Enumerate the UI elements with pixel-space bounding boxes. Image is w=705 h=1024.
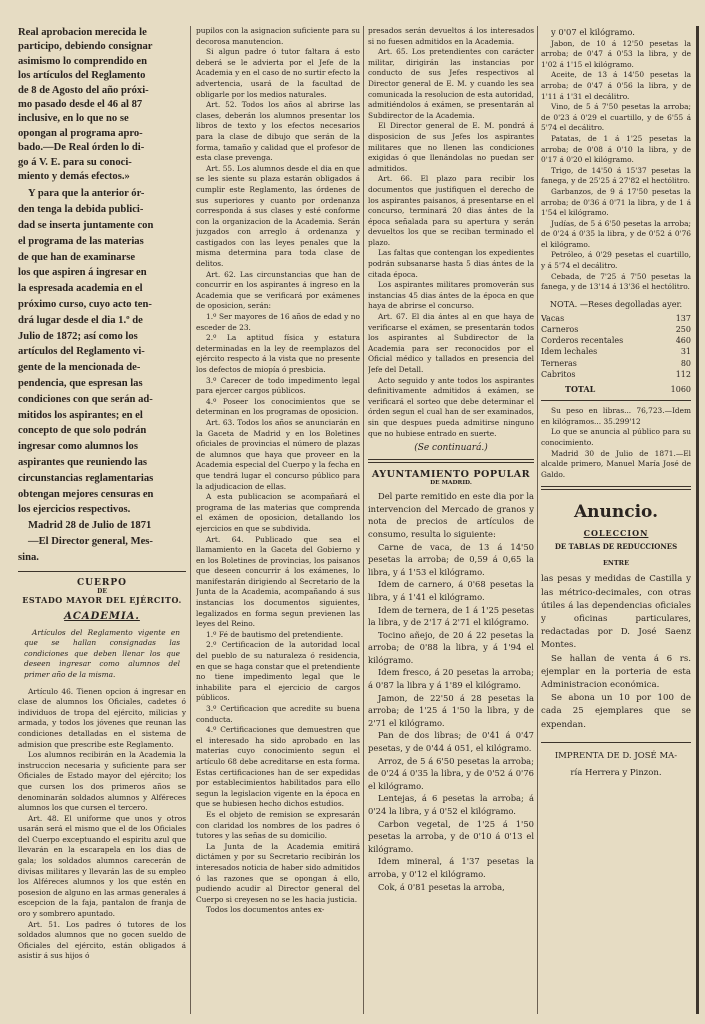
ad-paragraph: Se hallan de venta á 6 rs. ejemplar en la porteria de esta Administracion económica. — [541, 653, 691, 691]
price-paragraph: Idem fresco, á 20 pesetas la arroba; á 0'87 la libra y á 1'89 el kilógramo. — [368, 667, 534, 691]
price-paragraph: Arroz, de 5 á 6'50 pesetas la arroba; de 0'24 á 0'35 la libra, y de 0'52 á 0'76 el kilógramo. — [368, 755, 534, 791]
price-paragraph: Idem de ternera, de 1 á 1'25 pesetas la libra, y de 2'17 á 2'71 el kilógramo. — [368, 604, 534, 628]
price-paragraph: Idem de carnero, á 0'68 pesetas la libra, y á 1'41 el kilógramo. — [368, 579, 534, 602]
article-paragraph: 1.º Ser mayores de 16 años de edad y no esceder de 23. — [196, 312, 360, 332]
price-paragraph: Carbon vegetal, de 1'25 á 1'50 pesetas la arroba, y de 0'10 á 0'13 el kilógramo. — [368, 818, 534, 854]
royal-order-text: Real aprobacion merecida le participo, debiendo consignar asimismo lo comprendido en los artículos del Reglamento de 8 de Agosto del año próxi- mo pasado desde el 46 al 87 inclusive, en lo que no se opongan al programa apro- bado.—De Real órden lo di- go á V. E. para su conoci- miento y demás efectos.» — [18, 27, 153, 183]
date-line: Madrid 28 de Julio de 1871 — [28, 520, 152, 532]
divider — [18, 571, 186, 572]
articles-intro: Artículos del Reglamento vigente en que se hallan consignadas las condiciones que deben llenar los que deseen ingresar como alumnos del primer año de la misma. — [24, 627, 180, 679]
article-paragraph: 2.º Certificacion de la autoridad local del pueblo de su naturaleza ó residencia, en que se haga constar que el pretendiente no tiene impedimento legal que le inhabilite para el ejercicio de cargos públicos. — [196, 640, 360, 703]
total-row: TOTAL 1060 — [565, 384, 691, 395]
section-subheading: DE MADRID. — [430, 480, 472, 487]
price-paragraph: Petróleo, á 0'29 pesetas el cuartillo, y á 5'74 el decálitro. — [541, 250, 691, 271]
column-1: Real aprobacion merecida le participo, debiendo consignar asimismo lo comprendido en los artículos del Reglamento de 8 de Agosto del año próxi- mo pasado desde el 46 al 87 inclusive, en lo que no se opongan al programa apro- bado.—De Real órden lo di- go á V. E. para su conoci- miento y demás efectos.» Y para que la anterior ór- den tenga la debida publici- dad se inserta juntamente con el programa de las materias de que han de examinarse los que aspiren á ingresar en la espresada academia en el próximo curso, cuyo acto ten- drá lugar desde el dia 1.º de Julio de 1872; así como los artículos del Reglamento vi- gente de la mencionada de- pendencia, que espresan las condiciones con que serán ad- mitidos los aspirantes; en el concepto de que solo podrán ingresar como alumnos los aspirantes que reuniendo las circunstancias reglamentarias obtengan mejores censuras en los ejercicios respectivos. Madrid 28 de Julio de 1871 —El Director general, Mes- sina. CUERPO DE ESTADO MAYOR DEL EJÉRCITO. ACADEMIA. Artículos del Reglamento vigente en que se hallan consignadas las condiciones que deben llenar los que deseen ingresar como alumnos del primer año de la misma. Artículo 46. Tienen opcion á ingresar en clase de alumnos los Oficiales, cadetes ó individuos de tropa del ejército, milicias y armada, y todos los jóvenes que reunan las condiciones detalladas en el sistema de admision que prescribe este Reglamento. Los alumnos recibirán en la Academia la instruccion necesaria y suficiente para ser Oficiales de Estado mayor del ejército; los que cursen los dos primeros años se denominarán soldados alumnos y Alféreces alumnos los que cursen el tercero. Art. 48. El uniforme que unos y otros usarán será el mismo que el de los Oficiales del Cuerpo exceptuando el espiritu azul que llevarán en la escarapela en los dias de gala; los soldados alumnos carecerán de divisas militares y llevarán las de su empleo los Alféreces alumnos y los que estén en posesion de alguno en las armas generales á escepcion de la faja, pantalon de franja de oro y sombrero apuntado. Art. 51. Los padres ó tutores de los soldados alumnos que no gocen sueldo de Oficiales del ejército, están obligados á asistir á sus hijos ó — [18, 27, 186, 961]
column-2 — [196, 26, 360, 916]
article-paragraph: El Director general de E. M. pondrá á disposicion de sus Jefes los aspirantes militares que no llenen las condiciones exigidas ó que llenándolas no puedan ser admitidos. — [368, 121, 534, 173]
article-paragraph: 2.º La aptitud física y estatura determinadas en la ley de reemplazos del ejército respecto á la vista que no presente los defectos de miopía ó presbicia. — [196, 333, 360, 374]
page-edge-rule — [696, 26, 699, 1014]
column-rule — [190, 26, 191, 1014]
article-paragraph: presados serán devueltos á los interesados si no fuesen admitidos en la Academia. — [368, 26, 534, 46]
weight-paragraph: Su peso en libras... 76,723.—Idem en kilógramos... 35.299'12 — [541, 406, 691, 426]
price-paragraph: Cok, á 0'81 pesetas la arroba, — [378, 881, 505, 892]
tablas-heading: DE TABLAS DE REDUCCIONES — [554, 542, 678, 552]
coleccion-heading: COLECCION — [583, 528, 649, 539]
notice-paragraph: Lo que se anuncia al público para su conocimiento. — [541, 427, 691, 448]
article-paragraph: Art. 48. El uniforme que unos y otros usarán será el mismo que el de los Oficiales del Cuerpo exceptuando el espiritu azul que llevarán en la escarapela en los dias de gala; los soldados alumnos carecerán de divisas militares y llevarán las de su empleo los Alféreces alumnos y los que estén en posesion de alguno en las armas generales á escepcion de la faja, pantalon de franja de oro y sombrero apuntado. — [18, 813, 186, 919]
double-divider — [541, 486, 691, 490]
article-paragraph: Art. 64. Publicado que sea el llamamiento en la Gaceta del Gobierno y en los Boletines de provincias, los paisanos que deseen concurrir á los exámenes, lo manifestarán dirigiendo al Secretario de la Junta de la Academia, acompañando á sus instancias los documentos siguientes, legalizados en forma segun previenen las leyes del Reino. — [196, 534, 360, 629]
publication-paragraph: Y para que la anterior ór- den tenga la debida publici- dad se inserta juntamente con el programa de las materias de que han de examinarse los que aspiren á ingresar en la espresada academia en el próximo curso, cuyo acto ten- drá lugar desde el dia 1.º de Julio de 1872; así como los artículos del Reglamento vi- gente de la mencionada de- pendencia, que espresan las condiciones con que serán ad- mitidos los aspirantes; en el concepto de que solo podrán ingresar como alumnos los aspirantes que reuniendo las circunstancias reglamentarias obtengan mejores censuras en los ejercicios respectivos. Madrid 28 de Julio de 1871 —El Director general, Mes- sina. — [18, 186, 186, 565]
signature-line: —El Director general, Mes- — [28, 536, 153, 547]
ad-paragraph: Se abona un 10 por 100 de cada 25 ejemplares que se expendan. — [541, 693, 691, 730]
column-rule — [537, 26, 538, 1014]
signature-paragraph: Madrid 30 de Julio de 1871.—El alcalde primero, Manuel María José de Galdo. — [541, 448, 691, 479]
article-paragraph: Art. 52. Todos los años al abrirse las clases, deberán los alumnos presentar los libros de texto y los efectos necesarios para la clase de dibujo que serán de la forma, tamaño y calidad que el profesor de esta clase prevenga. — [196, 100, 360, 163]
divider — [541, 742, 691, 743]
article-paragraph: Art. 51. Los padres ó tutores de los soldados alumnos que no gocen sueldo de Oficiales del ejército, están obligados á asistir á sus hijos ó — [18, 919, 186, 961]
table-row: Cabritos 112 — [541, 369, 691, 379]
double-divider — [368, 459, 534, 463]
article-paragraph: A esta publicacion se acompañará el programa de las materias que comprenda el exámen de oposicion, detallando los ejercicios en que se subdivida. — [196, 492, 360, 533]
article-paragraph: Las faltas que contengan los expedientes podrán subsanarse hasta 5 dias ántes de la citada época. — [368, 248, 534, 279]
price-paragraph: Patatas, de 1 á 1'25 pesetas la arroba; de 0'08 á 0'10 la libra, y de 0'17 á 0'20 el kilógramo. — [541, 133, 691, 165]
article-paragraph: Art. 55. Los alumnos desde el dia en que se les siente su plaza estarán obligados á cumplir este Reglamento, las órdenes de sus superiores y cuanto por ordenanza corresponda á sus clases y esté conforme con la organizacion de la Academia. Serán juzgados con arreglo á ordenanza y castigados con las leyes penales que la misma determina para toda clase de delitos. — [196, 163, 360, 269]
continued-note: (Se continuará.) — [414, 443, 488, 454]
article-paragraph: 3.º Carecer de todo impedimento legal para ejercer cargos públicos. — [196, 375, 360, 396]
table-row: Carneros 250 — [541, 325, 691, 335]
academia-heading: ACADEMIA. — [64, 610, 140, 622]
price-paragraph: Del parte remitido en este dia por la intervencion del Mercado de granos y nota de precios de artículos de consumo, resulta lo siguiente: — [368, 491, 534, 539]
price-paragraph: Jamon, de 22'50 á 28 pesetas la arroba; de 1'25 á 1'50 la libra, y de 2'71 el kilógramo. — [368, 692, 534, 728]
table-row: Corderos recentales 460 — [541, 336, 691, 346]
livestock-table — [541, 313, 691, 395]
section-subheading: ESTADO MAYOR DEL EJÉRCITO. — [22, 594, 182, 605]
article-paragraph: La Junta de la Academia emitirá dictámen y por su Secretario recibirán los interesados noticia de haber sido admitidos ó las razones que se opongan á ello, pudiendo acudir al Director general del Cuerpo si creyesen no se les hacia justicia. — [196, 841, 360, 904]
article-paragraph: Artículo 46. Tienen opcion á ingresar en clase de alumnos los Oficiales, cadetes ó individuos de tropa del ejército, milicias y armada, y todos los jóvenes que reunan las condiciones detalladas en el sistema de admision que prescribe este Reglamento. — [18, 686, 186, 749]
price-paragraph: Jabon, de 10 á 12'50 pesetas la arroba; de 0'47 á 0'53 la libra, y de 1'02 á 1'15 el kilógramo. — [541, 38, 691, 69]
nota-heading: NOTA. —Reses degolladas ayer. — [549, 298, 683, 309]
price-paragraph: Vino, de 5 á 7'50 pesetas la arroba; de 0'23 á 0'29 el cuartillo, y de 6'55 á 5'74 el decálitro. — [541, 102, 691, 133]
divider — [541, 400, 691, 401]
price-paragraph: Judías, de 5 á 6'50 pesetas la arroba; de 0'24 á 0'35 la libra, y de 0'52 á 0'76 el kilógramo. — [541, 218, 691, 249]
price-paragraph: Cebada, de 7'25 á 7'50 pesetas la fanega, y de 13'14 á 13'36 el hectólitro. — [541, 271, 691, 292]
column-rule — [363, 26, 364, 1014]
price-paragraph: Garbanzos, de 9 á 17'50 pesetas la arroba; de 0'36 á 0'71 la libra, y de 1 á 1'54 el kilógramo. — [541, 186, 691, 218]
anuncio-heading: Anuncio. — [573, 502, 659, 523]
column-4: y 0'07 el kilógramo. Jabon, de 10 á 12'50 pesetas la arroba; de 0'47 á 0'53 la libra, y de 1'02 á 1'15 el kilógramo. Aceite, de 13 á 14'50 pesetas la arroba; de 0'47 á 0'56 la libra, y de 1'11 á 1'31 el decálitro. Vino, de 5 á 7'50 pesetas la arroba; de 0'23 á 0'29 el cuartillo, y de 6'55 á 5'74 el decálitro. Patatas, de 1 á 1'25 pesetas la arroba; de 0'08 á 0'10 la libra, y de 0'17 á 0'20 el kilógramo. Trigo, de 14'50 á 15'37 pesetas la fanega, y de 25'25 á 27'82 el hectólitro. Garbanzos, de 9 á 17'50 pesetas la arroba; de 0'36 á 0'71 la libra, y de 1 á 1'54 el kilógramo. Judías, de 5 á 6'50 pesetas la arroba; de 0'24 á 0'35 la libra, y de 0'52 á 0'76 el kilógramo. Petróleo, á 0'29 pesetas el cuartillo, y á 5'74 el decálitro. Cebada, de 7'25 á 7'50 pesetas la fanega, y de 13'14 á 13'36 el hectólitro. NOTA. —Reses degolladas ayer. Vacas 137 Carneros 250 Corderos recentales 460 Idem lechales 31 Terneras 80 Cabritos 112 TOTAL 1060 Su peso en libras... 76,723.—Idem en kilógramos... 35.299'12 Lo que se anuncia al público para su conocimiento. Madrid 30 de Julio de 1871.—El alcalde primero, Manuel María José de Galdo. Anuncio. COLECCION DE TABLAS DE REDUCCIONES ENTRE las pesas y medidas de Castilla y las métrico-decimales, con otras útiles á las dependencias oficiales y oficinas particulares, redactadas por D. José Saenz Montes. Se hallan de venta á 6 rs. ejemplar en la porteria de esta Administracion económica. Se abona un 10 por 100 de cada 25 ejemplares que se expendan. IMPRENTA DE D. JOSÉ MA- ría Herrera y Pinzon. — [541, 26, 691, 782]
price-paragraph: Lentejas, á 6 pesetas la arroba; á 0'24 la libra, y á 0'52 el kilógramo. — [368, 793, 534, 816]
price-paragraph: Carne de vaca, de 13 á 14'50 pesetas la arroba; de 0,59 á 0,65 la libra, y á 1'53 el kilógramo. — [368, 541, 534, 577]
article-paragraph: Es el objeto de remision se expresarán con claridad los nombres de los padres ó tutores y las señas de su domicilio. — [196, 809, 360, 841]
article-paragraph: 4.º Poseer los conocimientos que se determinan en los programas de oposicion. — [196, 396, 360, 417]
column-3 — [368, 26, 534, 893]
section-heading: AYUNTAMIENTO POPULAR — [371, 469, 531, 481]
price-paragraph: Tocino añejo, de 20 á 22 pesetas la arroba; de 0'88 la libra, y á 1'94 el kilógramo. — [368, 629, 534, 665]
price-paragraph: Trigo, de 14'50 á 15'37 pesetas la fanega, y de 25'25 á 27'82 el hectólitro. — [541, 165, 691, 186]
article-paragraph: Todos los documentos antes ex- — [206, 905, 325, 915]
table-row: Vacas 137 — [541, 313, 691, 323]
article-paragraph: Art. 67. El dia ántes al en que haya de verificarse el exámen, se presentarán todos los aspirantes al Subdirector de la Academia para ser reconocidos por el Oficial médico y tallados en presencia del Jefe del Detall. — [368, 312, 534, 374]
price-paragraph: Idem mineral, á 1'37 pesetas la arroba, y 0'12 el kilógramo. — [368, 856, 534, 879]
price-paragraph: y 0'07 el kilógramo. — [551, 27, 635, 37]
article-paragraph: Art. 62. Las circunstancias que han de concurrir en los aspirantes á ingreso en la Academia que se verificará por exámenes de oposicion, serán: — [196, 269, 360, 311]
article-paragraph: Art. 66. El plazo para recibir los documentos que justifiquen el derecho de los aspirantes paisanos, á presentarse en el concurso, terminará 20 dias ántes de la época señalada para su apertura y serán devueltos los que se reciban terminado el plazo. — [368, 174, 534, 247]
article-paragraph: Los aspirantes militares promoverán sus instancias 45 dias ántes de la época en que haya de abrirse el concurso. — [368, 280, 534, 311]
section-heading: CUERPO — [77, 577, 127, 588]
article-paragraph: Art. 63. Todos los años se anunciarán en la Gaceta de Madrid y en los Boletines oficiales de provincias el número de plazas de alumnos que haya que proveer en la Academia especial del Cuerpo y la fecha en que tendrá lugar el concurso público para la adjudicacion de ellas. — [196, 417, 360, 491]
article-paragraph: Los alumnos recibirán en la Academia la instruccion necesaria y suficiente para ser Oficiales de Estado mayor del ejército; los que cursen los dos primeros años se denominarán soldados alumnos y Alféreces alumnos los que cursen el tercero. — [18, 750, 186, 813]
article-paragraph: 4.º Certificaciones que demuestren que el interesado ha sido aprobado en las materias cuyo conocimiento segun el artículo 68 debe acreditarse en esta forma. Estas certificaciones han de ser expedidas por establecimientos habilitados para ello segun la legislacion vigente en la época en que se hubiesen hecho dichos estudios. — [196, 725, 360, 809]
article-paragraph: pupilos con la asignacion suficiente para su decorosa manutencion. — [196, 26, 360, 46]
printer-imprint: IMPRENTA DE D. JOSÉ MA- ría Herrera y Pinzon. — [554, 750, 678, 778]
price-paragraph: Aceite, de 13 á 14'50 pesetas la arroba; de 0'47 á 0'56 la libra, y de 1'11 á 1'31 el decálitro. — [541, 70, 691, 101]
table-row: Terneras 80 — [541, 358, 691, 368]
article-paragraph: Acto seguido y ante todos los aspirantes definitivamente admitidos á exámen, se verificará el sorteo que debe determinar el órden segun el cual han de ser examinados, sin que despues pueda admitirse ninguno que no hubiese entrado en suerte. — [368, 375, 534, 438]
price-paragraph: Pan de dos libras; de 0'41 á 0'47 pesetas, y de 0'44 á 051, el kilógramo. — [368, 730, 534, 754]
ad-paragraph: las pesas y medidas de Castilla y las métrico-decimales, con otras útiles á las dependencias oficiales y oficinas particulares, redactadas por D. José Saenz Montes. — [541, 574, 691, 651]
article-paragraph: Art. 65. Los pretendientes con carácter militar, dirigirán las instancias por conducto de sus Jefes respectivos al Director general de E. M. y cuando les sea comunicada la resolucion de esta autoridad, admitiéndolos á exámen, se presentarán al Subdirector de la Academia. — [368, 47, 534, 120]
table-row: Idem lechales 31 — [541, 347, 691, 357]
article-paragraph: Si algun padre ó tutor faltara á esto deberá se le advierta por el Jefe de la Academia y en el caso de no surtir efecto la advertencia, usará de la facultad de obligarle por los medios naturales. — [196, 47, 360, 99]
article-paragraph: 3.º Certificacion que acredite su buena conducta. — [196, 704, 360, 724]
article-paragraph: 1.º Fé de bautismo del pretendiente. — [206, 629, 344, 639]
